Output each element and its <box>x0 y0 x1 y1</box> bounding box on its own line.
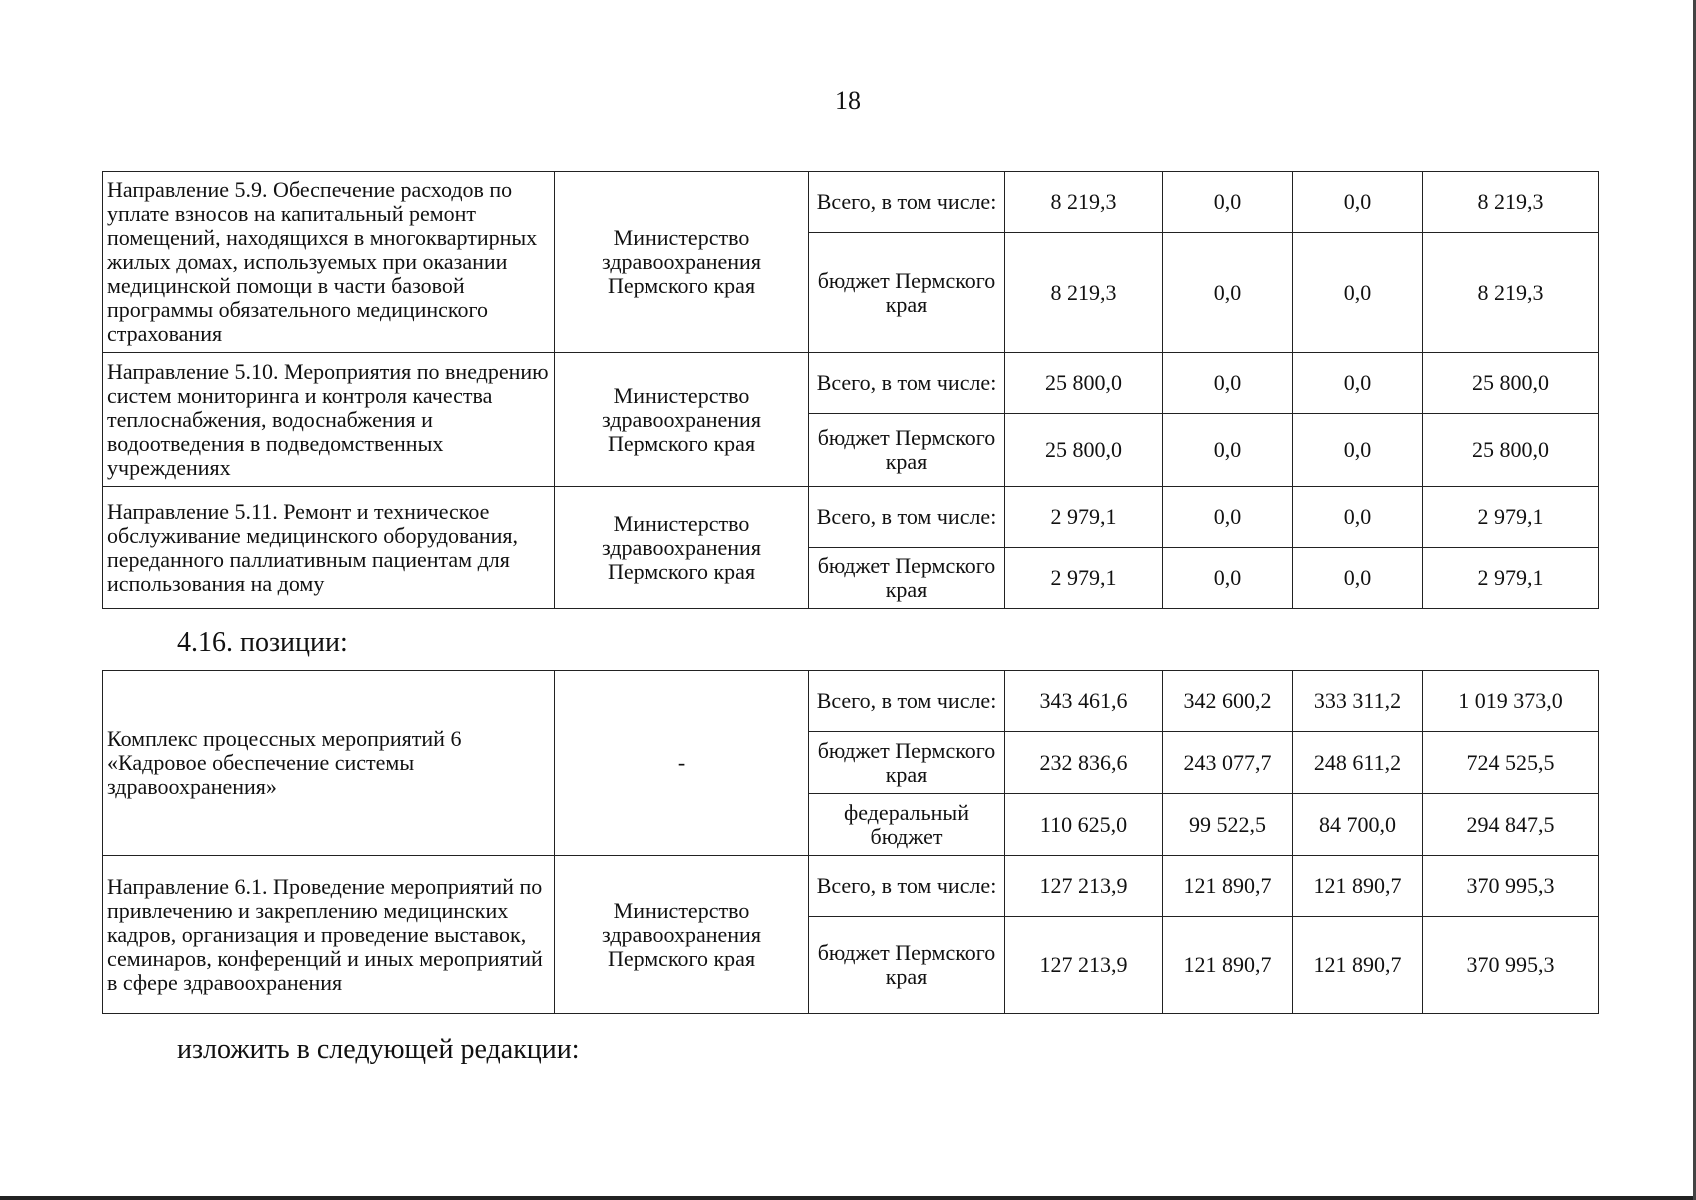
program-name-cell: Направление 6.1. Проведение мероприятий по привлечению и закреплению медицинских кадров, организация и проведение выставок, семинаров, конференций и иных мероприятий в сфере здравоохранения <box>103 856 555 1014</box>
value-cell: 8 219,3 <box>1423 233 1599 353</box>
value-cell: 8 219,3 <box>1423 172 1599 233</box>
value-cell: 2 979,1 <box>1005 487 1163 548</box>
source-cell: бюджет Пермского края <box>809 414 1005 487</box>
value-cell: 25 800,0 <box>1005 353 1163 414</box>
value-cell: 25 800,0 <box>1423 414 1599 487</box>
value-cell: 121 890,7 <box>1163 917 1293 1014</box>
value-cell: 0,0 <box>1293 353 1423 414</box>
table-row <box>103 856 1599 917</box>
executor-cell: - <box>555 671 809 856</box>
value-cell: 0,0 <box>1163 353 1293 414</box>
value-cell: 333 311,2 <box>1293 671 1423 732</box>
source-cell: Всего, в том числе: <box>809 856 1005 917</box>
value-cell: 724 525,5 <box>1423 732 1599 794</box>
table-row <box>103 172 1599 233</box>
value-cell: 8 219,3 <box>1005 172 1163 233</box>
budget-table-2 <box>102 670 1599 1014</box>
value-cell: 2 979,1 <box>1423 548 1599 609</box>
executor-cell: Министерство здравоохранения Пермского края <box>555 856 809 1014</box>
value-cell: 370 995,3 <box>1423 856 1599 917</box>
value-cell: 0,0 <box>1293 414 1423 487</box>
value-cell: 0,0 <box>1293 548 1423 609</box>
source-cell: Всего, в том числе: <box>809 353 1005 414</box>
table-row <box>103 671 1599 732</box>
value-cell: 232 836,6 <box>1005 732 1163 794</box>
value-cell: 343 461,6 <box>1005 671 1163 732</box>
section-note: изложить в следующей редакции: <box>177 1034 580 1065</box>
section-note: 4.16. позиции: <box>177 627 348 658</box>
program-name-cell: Направление 5.10. Мероприятия по внедрению систем мониторинга и контроля качества теплоснабжения, водоснабжения и водоотведения в подведомственных учреждениях <box>103 353 555 487</box>
source-cell: Всего, в том числе: <box>809 671 1005 732</box>
page-number: 18 <box>835 86 861 115</box>
budget-table-1 <box>102 171 1599 609</box>
value-cell: 370 995,3 <box>1423 917 1599 1014</box>
value-cell: 121 890,7 <box>1293 856 1423 917</box>
value-cell: 0,0 <box>1293 172 1423 233</box>
value-cell: 248 611,2 <box>1293 732 1423 794</box>
source-cell: бюджет Пермского края <box>809 233 1005 353</box>
source-cell: бюджет Пермского края <box>809 732 1005 794</box>
value-cell: 342 600,2 <box>1163 671 1293 732</box>
value-cell: 0,0 <box>1163 172 1293 233</box>
source-cell: Всего, в том числе: <box>809 487 1005 548</box>
value-cell: 2 979,1 <box>1005 548 1163 609</box>
program-name-cell: Комплекс процессных мероприятий 6 «Кадровое обеспечение системы здравоохранения» <box>103 671 555 856</box>
executor-cell: Министерство здравоохранения Пермского края <box>555 172 809 353</box>
table-row <box>103 487 1599 548</box>
value-cell: 0,0 <box>1293 233 1423 353</box>
value-cell: 99 522,5 <box>1163 794 1293 856</box>
value-cell: 0,0 <box>1163 548 1293 609</box>
value-cell: 25 800,0 <box>1005 414 1163 487</box>
value-cell: 8 219,3 <box>1005 233 1163 353</box>
value-cell: 1 019 373,0 <box>1423 671 1599 732</box>
executor-cell: Министерство здравоохранения Пермского края <box>555 487 809 609</box>
program-name-cell: Направление 5.11. Ремонт и техническое обслуживание медицинского оборудования, переданного паллиативным пациентам для использования на дому <box>103 487 555 609</box>
value-cell: 243 077,7 <box>1163 732 1293 794</box>
value-cell: 0,0 <box>1293 487 1423 548</box>
value-cell: 121 890,7 <box>1293 917 1423 1014</box>
value-cell: 84 700,0 <box>1293 794 1423 856</box>
value-cell: 294 847,5 <box>1423 794 1599 856</box>
executor-cell: Министерство здравоохранения Пермского края <box>555 353 809 487</box>
value-cell: 127 213,9 <box>1005 917 1163 1014</box>
table-row <box>103 353 1599 414</box>
source-cell: федеральный бюджет <box>809 794 1005 856</box>
value-cell: 25 800,0 <box>1423 353 1599 414</box>
program-name-cell: Направление 5.9. Обеспечение расходов по уплате взносов на капитальный ремонт помещений, находящихся в многоквартирных жилых домах, используемых при оказании медицинской помощи в части базовой программы обязательного медицинского страхования <box>103 172 555 353</box>
scan-edge <box>0 1196 1696 1200</box>
value-cell: 0,0 <box>1163 233 1293 353</box>
source-cell: бюджет Пермского края <box>809 917 1005 1014</box>
value-cell: 0,0 <box>1163 414 1293 487</box>
source-cell: бюджет Пермского края <box>809 548 1005 609</box>
value-cell: 127 213,9 <box>1005 856 1163 917</box>
value-cell: 2 979,1 <box>1423 487 1599 548</box>
value-cell: 0,0 <box>1163 487 1293 548</box>
value-cell: 110 625,0 <box>1005 794 1163 856</box>
value-cell: 121 890,7 <box>1163 856 1293 917</box>
source-cell: Всего, в том числе: <box>809 172 1005 233</box>
